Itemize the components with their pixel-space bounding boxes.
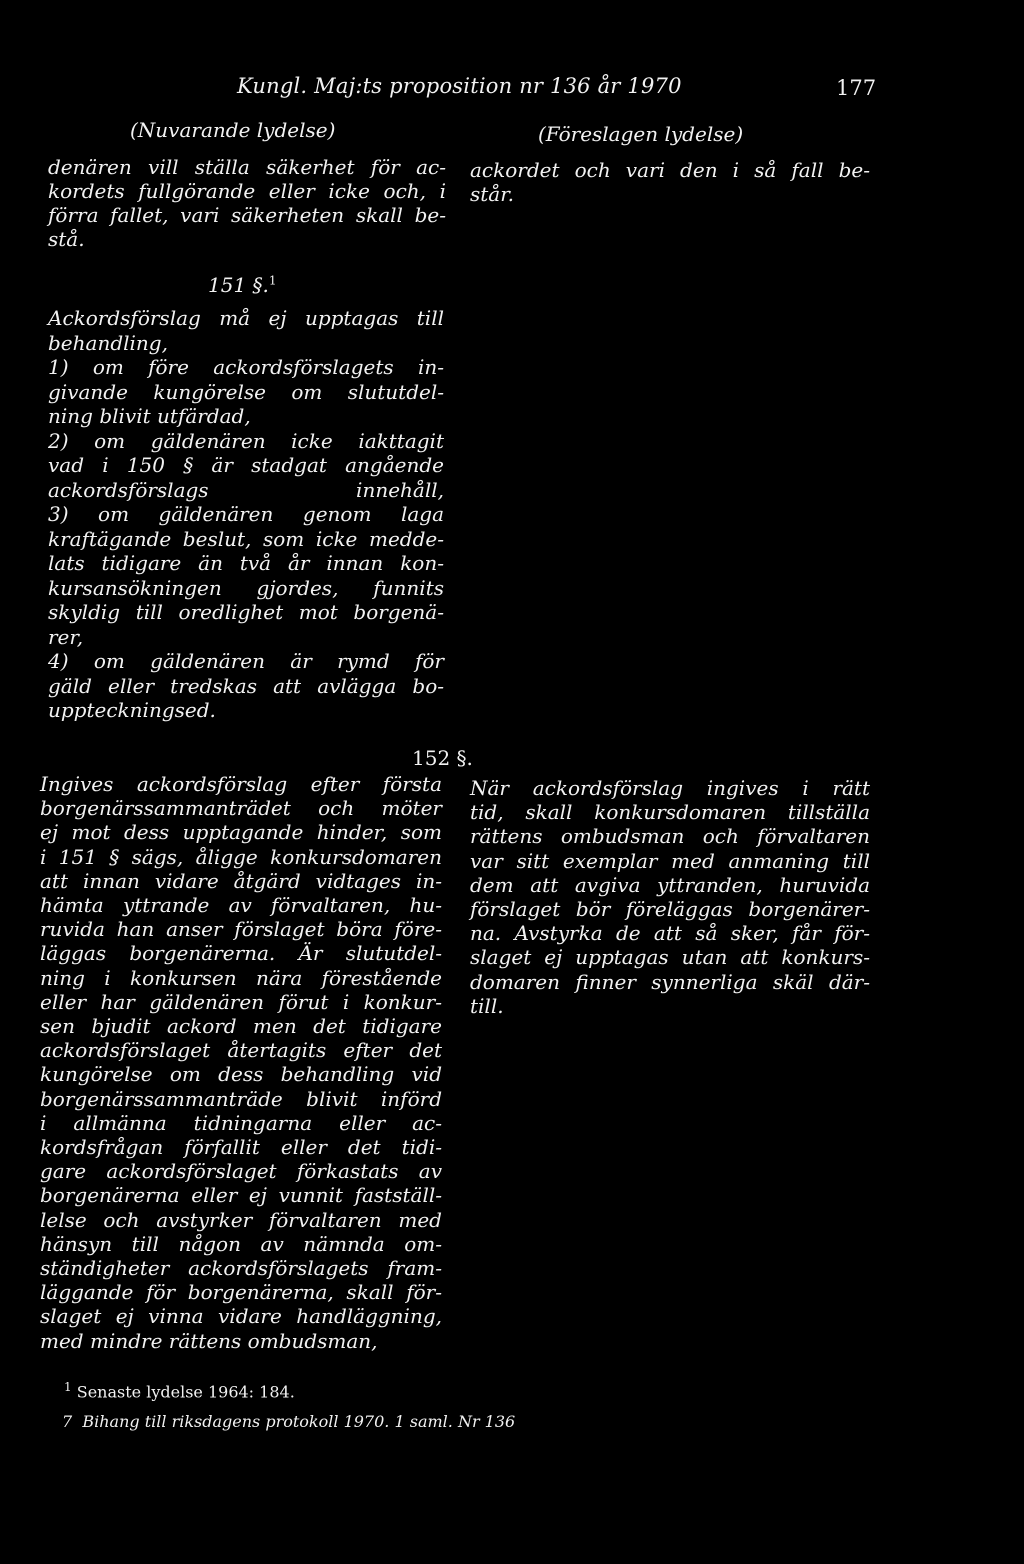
text-line: gäld eller tredskas att avlägga bo-	[48, 673, 444, 698]
text-line: lats tidigare än två år innan kon-	[48, 551, 444, 575]
text-line: ackordsförslags innehåll,	[48, 477, 444, 502]
text-line: i 151 § sägs, åligge konkursdomaren	[40, 844, 442, 869]
text-line: sen bjudit ackord men det tidigare	[40, 1014, 442, 1038]
text-line: dem att avgiva yttranden, huruvida	[470, 872, 870, 897]
running-header: Kungl. Maj:ts proposition nr 136 år 1970	[237, 74, 682, 98]
left-column-heading: (Nuvarande lydelse)	[130, 118, 336, 142]
text-line: na. Avstyrka de att så sker, får för-	[470, 921, 870, 946]
text-line: givande kungörelse om slututdel-	[48, 379, 444, 404]
section-151-heading	[208, 273, 277, 297]
section-151-number: 151 §.	[208, 273, 269, 297]
text-line: i allmänna tidningarna eller ac-	[40, 1110, 442, 1135]
text-line: slaget ej upptagas utan att konkurs-	[470, 945, 870, 970]
text-line: eller har gäldenären förut i konkur-	[40, 989, 442, 1014]
text-line: borgenärssammanträde blivit införd	[40, 1086, 442, 1111]
section-152-right-body	[470, 776, 870, 1018]
text-line: behandling,	[48, 330, 168, 355]
text-line: står.	[470, 182, 514, 206]
text-line: skyldig till oredlighet mot borgenä-	[48, 600, 444, 624]
right-column-heading: (Föreslagen lydelse)	[538, 122, 744, 146]
text-line: borgenärerna eller ej vunnit fastställ-	[40, 1183, 442, 1208]
text-line: Ingives ackordsförslag efter första	[40, 772, 442, 796]
text-line: Ackordsförslag må ej upptagas till	[48, 306, 444, 330]
text-line: rer,	[48, 624, 84, 649]
section-152-heading: 152 §.	[412, 746, 473, 770]
text-line: gare ackordsförslaget förkastats av	[40, 1159, 442, 1184]
text-line: ackordsförslaget återtagits efter det	[40, 1038, 442, 1063]
text-line: läggande för borgenärerna, skall för-	[40, 1280, 442, 1305]
text-line: 2) om gäldenären icke iakttagit	[48, 428, 444, 453]
text-line: ning blivit utfärdad,	[48, 404, 251, 428]
text-line: slaget ej vinna vidare handläggning,	[40, 1304, 442, 1329]
text-line: med mindre rättens ombudsman,	[40, 1328, 378, 1353]
footnote-marker: 1	[64, 1380, 72, 1394]
text-line: ej mot dess upptagande hinder, som	[40, 820, 442, 845]
text-line: kordets fullgörande eller icke och, i	[48, 179, 446, 203]
text-line: vad i 150 § är stadgat angående	[48, 453, 444, 477]
text-line: läggas borgenärerna. Är slututdel-	[40, 941, 442, 966]
text-line: När ackordsförslag ingives i rätt	[470, 776, 870, 800]
text-line: ackordet och vari den i så fall be-	[470, 158, 870, 182]
text-line: stå.	[48, 227, 85, 251]
text-line: kungörelse om dess behandling vid	[40, 1062, 442, 1087]
text-line: 3) om gäldenären genom laga	[48, 502, 444, 526]
section-152-left-body	[40, 772, 442, 1353]
text-line: kursansökningen gjordes, funnits	[48, 575, 444, 600]
text-line: ruvida han anser förslaget böra före-	[40, 917, 442, 942]
print-footer: 7 Bihang till riksdagens protokoll 1970. 1 saml. Nr 136	[62, 1412, 516, 1431]
text-line: var sitt exemplar med anmaning till	[470, 848, 870, 873]
text-line: ständigheter ackordsförslagets fram-	[40, 1256, 442, 1280]
text-line: förslaget bör föreläggas borgenärer-	[470, 897, 870, 921]
intro-right-paragraph	[470, 158, 870, 206]
text-line: kordsfrågan förfallit eller det tidi-	[40, 1135, 442, 1159]
text-line: lelse och avstyrker förvaltaren med	[40, 1207, 442, 1232]
page-number: 177	[836, 76, 877, 100]
text-line: att innan vidare åtgärd vidtages in-	[40, 868, 442, 893]
text-line: denären vill ställa säkerhet för ac-	[48, 155, 446, 179]
text-line: ning i konkursen nära förestående	[40, 965, 442, 990]
text-line: till.	[470, 993, 504, 1018]
footnote-text: Senaste lydelse 1964: 184.	[76, 1382, 295, 1402]
text-line: domaren finner synnerliga skäl där-	[470, 969, 870, 994]
text-line: 1) om före ackordsförslagets in-	[48, 355, 444, 379]
text-line: uppteckningsed.	[48, 698, 216, 722]
text-line: rättens ombudsman och förvaltaren	[470, 824, 870, 849]
text-line: hämta yttrande av förvaltaren, hu-	[40, 893, 442, 917]
text-line: kraftägande beslut, som icke medde-	[48, 526, 444, 551]
footnote	[64, 1380, 295, 1401]
text-line: hänsyn till någon av nämnda om-	[40, 1231, 442, 1256]
section-151-footnote-ref: 1	[268, 273, 277, 288]
text-line: borgenärssammanträdet och möter	[40, 796, 442, 821]
text-line: tid, skall konkursdomaren tillställa	[470, 800, 870, 825]
text-line: förra fallet, vari säkerheten skall be-	[48, 203, 446, 227]
section-151-body	[48, 306, 444, 723]
intro-left-paragraph	[48, 155, 446, 251]
text-line: 4) om gäldenären är rymd för	[48, 649, 444, 673]
